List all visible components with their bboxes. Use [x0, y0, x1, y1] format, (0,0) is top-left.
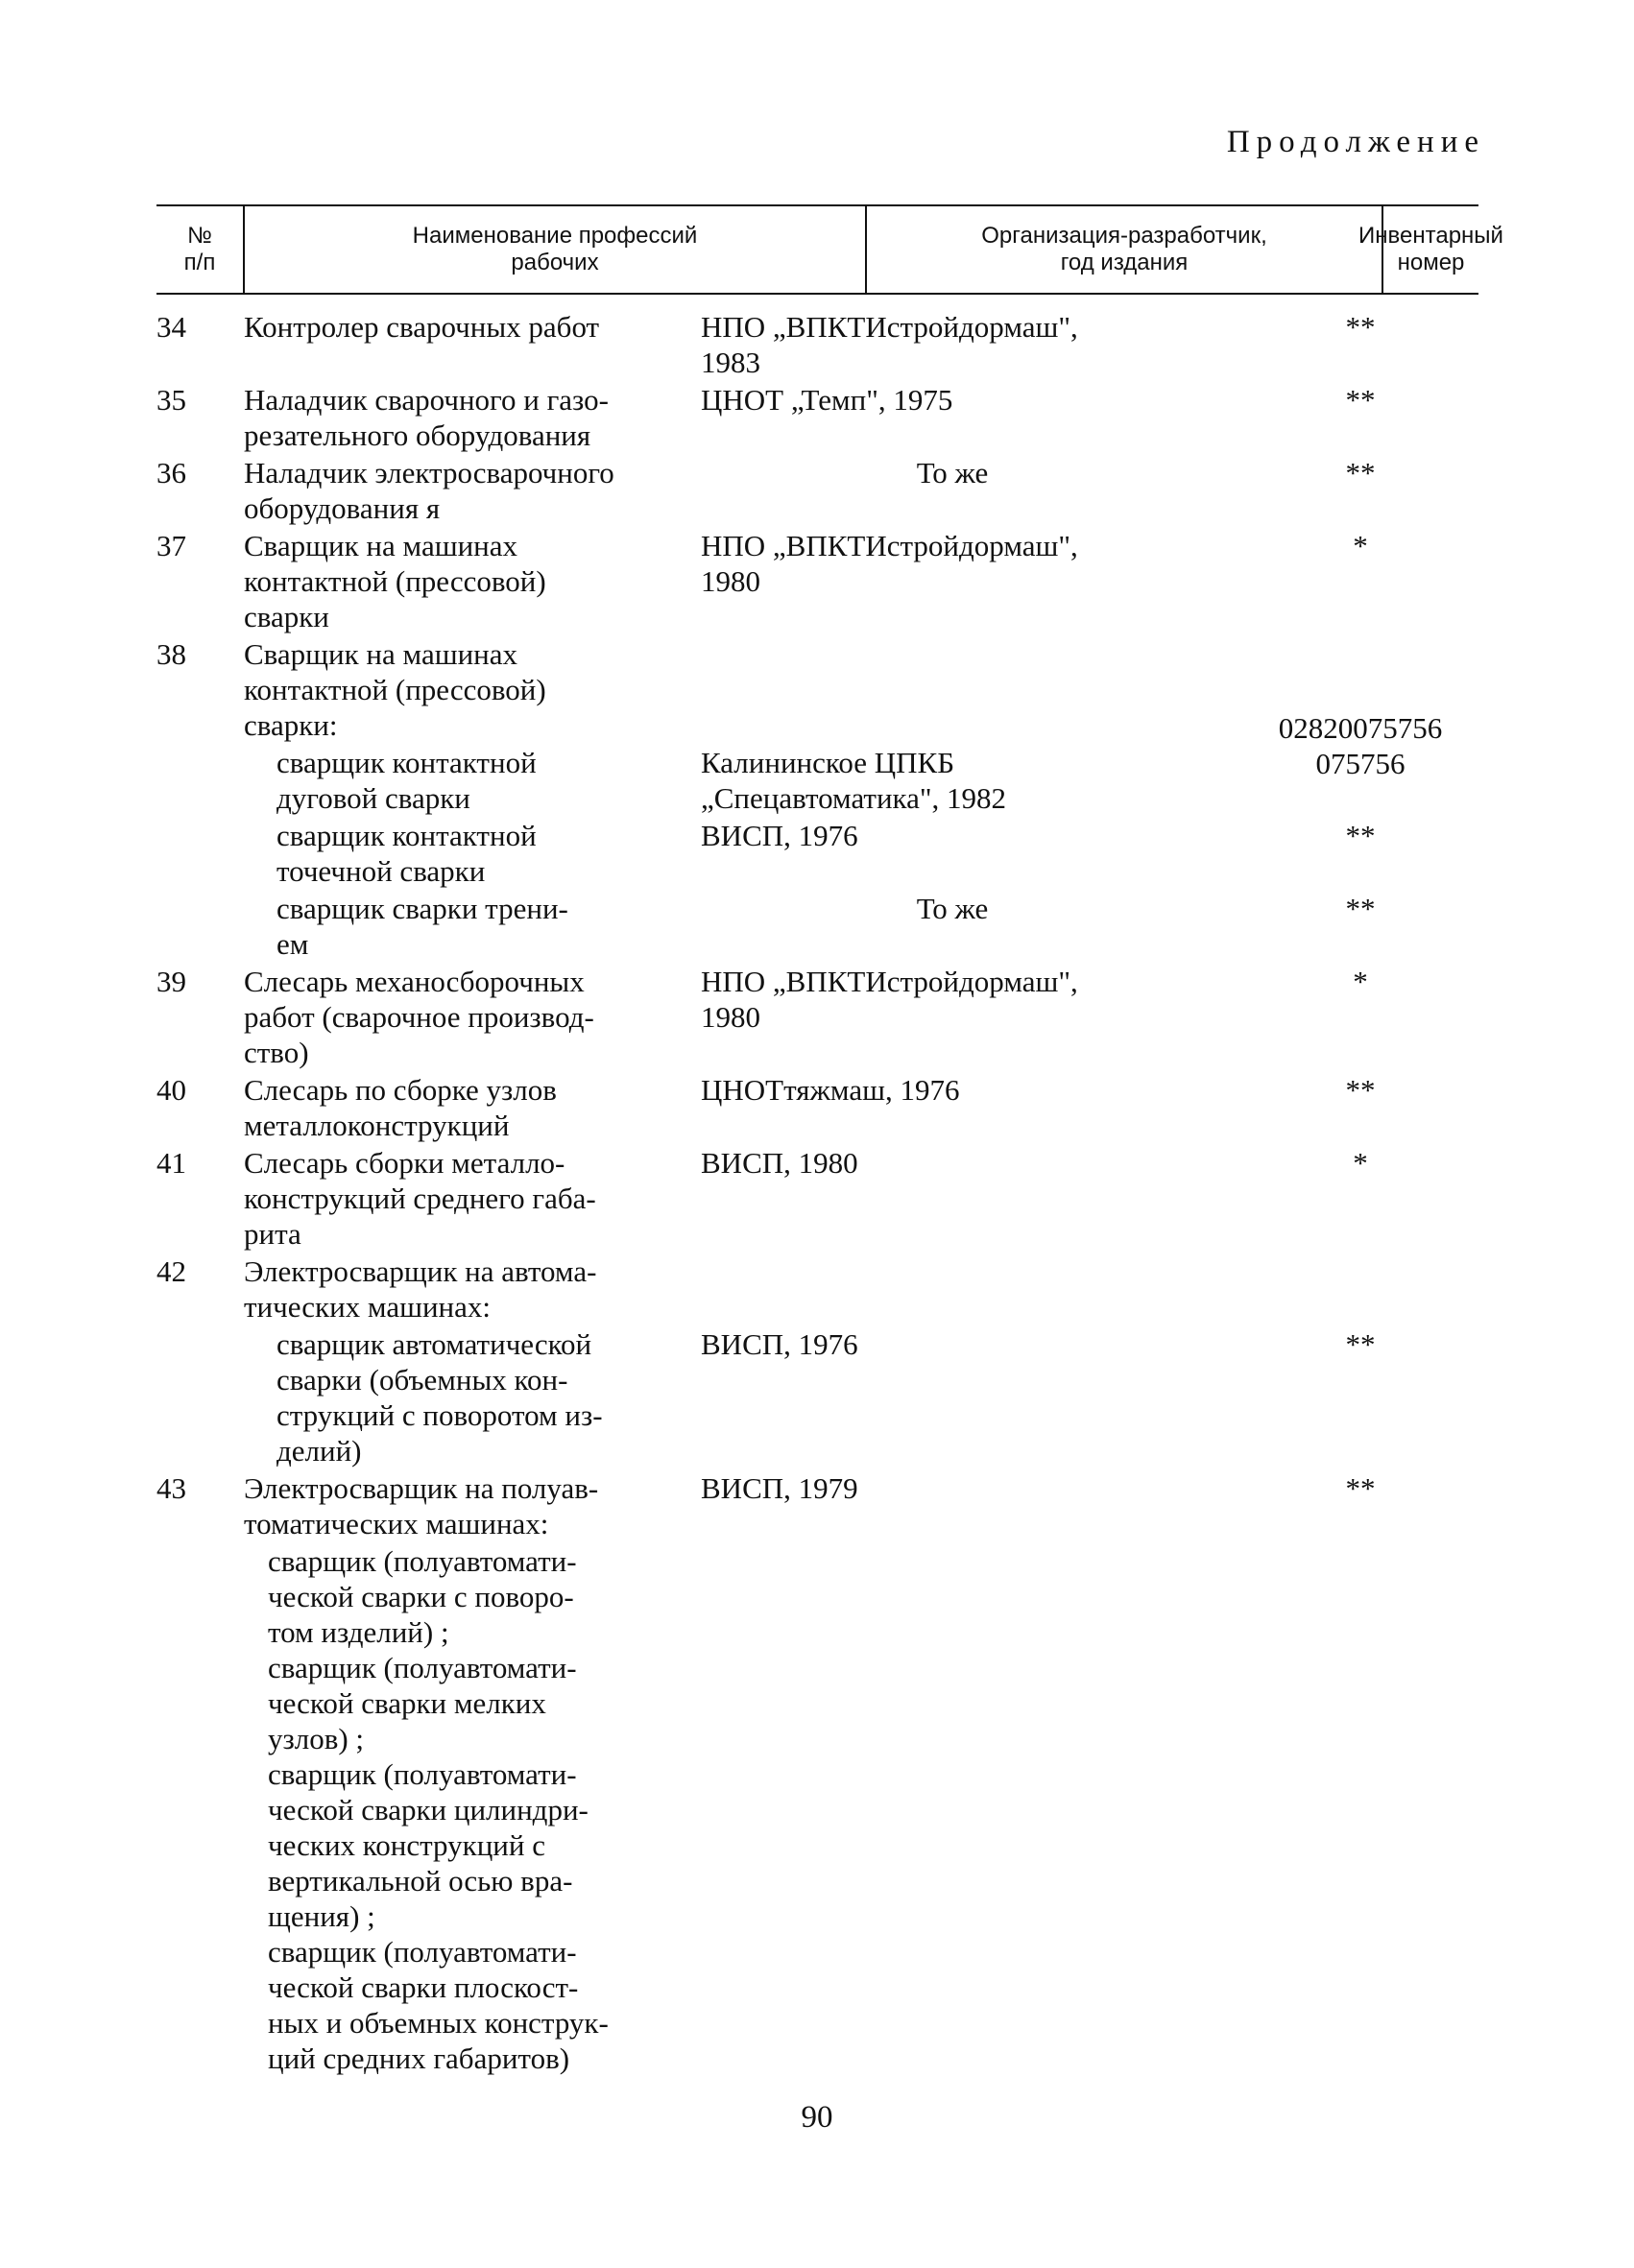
row-inventory: [1204, 1543, 1478, 2076]
row-inventory: **: [1345, 1073, 1376, 1107]
row-profession: Сварщик на машинах контактной (прессовой) сварки: [244, 529, 546, 633]
row-number: 42: [156, 1254, 186, 1288]
row-number: 34: [156, 310, 186, 344]
row-profession: Сварщик на машинах контактной (прессовой) сварки:: [244, 637, 546, 742]
row-profession: сварщик (полуавтомати- ческой сварки с поворо- том изделий) ; сварщик (полуавтомати- ческой сварки мелких узлов) ; сварщик (полуавтомати- ческой сварки цилиндри- ческих конструкций с вертикальной осью вра- щения) ; сварщик (полуавтомати- ческой сварки плоскост- ных и объемных конструк- ций средних габаритов): [268, 1544, 609, 2075]
row-organization: То же: [916, 892, 989, 925]
table-row: [156, 309, 1478, 380]
table-row: [156, 1072, 1478, 1143]
row-organization: Калининское ЦПКБ „Спецавтоматика", 1982: [701, 746, 1007, 815]
row-organization: ЦНОТтяжмаш, 1976: [701, 1073, 960, 1107]
page-number: 90: [801, 2100, 833, 2135]
row-profession: Слесарь механосборочных работ (сварочное производ- ство): [244, 965, 594, 1069]
row-number: [156, 1543, 183, 2076]
row-inventory: 02820075756 075756: [1278, 711, 1443, 780]
row-inventory: [1204, 1253, 1478, 1325]
row-inventory: **: [1345, 310, 1376, 344]
table-row: [156, 818, 1478, 889]
header-inventory: Инвентарный номер: [1382, 206, 1478, 293]
table-row: [156, 964, 1478, 1070]
row-number: [156, 818, 183, 889]
row-organization: [687, 1543, 1204, 2076]
row-number: 40: [156, 1073, 186, 1107]
row-profession: сварщик контактной точечной сварки: [276, 819, 537, 888]
row-inventory: **: [1345, 1471, 1376, 1505]
row-organization: [687, 1253, 1204, 1325]
row-number: [156, 891, 183, 962]
row-profession: Наладчик сварочного и газо- резательного оборудования: [244, 383, 609, 452]
table-row: [156, 891, 1478, 962]
row-profession: сварщик сварки трени- ем: [276, 892, 568, 961]
row-profession: Контролер сварочных работ: [244, 310, 600, 344]
table-row: [156, 1145, 1478, 1252]
table-row: [156, 1543, 1478, 2076]
row-profession: Слесарь сборки металло- конструкций среднего габа- рита: [244, 1146, 596, 1251]
row-organization: ВИСП, 1976: [701, 819, 858, 852]
header-organization: Организация-разработчик, год издания: [865, 206, 1382, 293]
table-row: [156, 710, 1478, 816]
row-number: 43: [156, 1471, 186, 1505]
table-row: [156, 528, 1478, 634]
row-inventory: *: [1353, 529, 1368, 562]
row-inventory: **: [1345, 819, 1376, 852]
row-number: 37: [156, 529, 186, 562]
row-organization: НПО „ВПКТИстройдормаш", 1980: [701, 529, 1078, 598]
row-profession: сварщик контактной дуговой сварки: [276, 746, 537, 815]
row-number: [156, 1326, 183, 1468]
row-inventory: **: [1345, 1327, 1376, 1361]
row-number: 38: [156, 637, 186, 671]
row-organization: ВИСП, 1976: [701, 1327, 858, 1361]
row-organization: ЦНОТ „Темп", 1975: [701, 383, 953, 417]
table-row: [156, 1470, 1478, 1541]
row-organization: ВИСП, 1980: [701, 1146, 858, 1180]
row-number: 41: [156, 1146, 186, 1180]
header-number: № п/п: [183, 223, 216, 275]
continuation-label: Продолжение: [1226, 125, 1485, 159]
row-profession: Наладчик электросварочного оборудования я: [244, 456, 614, 525]
row-inventory: **: [1345, 456, 1376, 489]
row-inventory: **: [1345, 383, 1376, 417]
row-inventory: **: [1345, 892, 1376, 925]
row-number: 35: [156, 383, 186, 417]
table-row: [156, 1326, 1478, 1468]
row-inventory: *: [1353, 965, 1368, 998]
row-number: 36: [156, 456, 186, 489]
row-profession: сварщик автоматической сварки (объемных кон- струкций с поворотом из- делий): [276, 1327, 603, 1468]
table-row: [156, 455, 1478, 526]
row-organization: НПО „ВПКТИстройдормаш", 1980: [701, 965, 1078, 1034]
row-number: [156, 710, 183, 816]
table-header: [156, 204, 1503, 295]
row-organization: НПО „ВПКТИстройдормаш", 1983: [701, 310, 1078, 379]
row-number: 39: [156, 965, 186, 998]
header-profession: Наименование профессий рабочих: [243, 206, 865, 293]
row-inventory: *: [1353, 1146, 1368, 1180]
table-row: [156, 382, 1478, 453]
row-organization: То же: [916, 456, 989, 489]
table-row: [156, 1253, 1478, 1325]
row-organization: ВИСП, 1979: [701, 1471, 858, 1505]
row-profession: Электросварщик на полуав- томатических машинах:: [244, 1471, 599, 1540]
table-body: [156, 309, 1478, 2078]
row-profession: Электросварщик на автома- тических машинах:: [244, 1254, 597, 1324]
row-profession: Слесарь по сборке узлов металлоконструкций: [244, 1073, 557, 1142]
